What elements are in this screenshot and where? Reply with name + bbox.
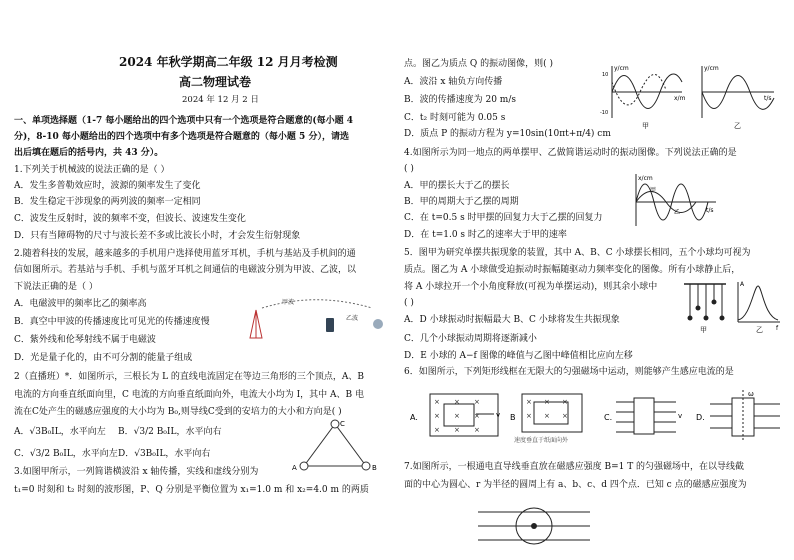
q2b-option-a: A．√3B₀IL，水平向左	[14, 427, 106, 437]
q3-wave-figures	[600, 62, 780, 132]
q2b-line-1: 2（直播班）*．如图所示，三根长为 L 的直线电流固定在等边三角形的三个顶点，A、B	[14, 372, 365, 382]
q5-line-1: 5．图甲为研究单摆共振现象的装置，其中 A、B、C 小球摆长相同，五个小球均可视为	[404, 248, 751, 258]
q2b-option-d: D．√3B₀IL，水平向右	[118, 449, 211, 459]
svg-text:×: ×	[544, 398, 550, 406]
section-heading-2: 分)，8-10 每小题给出的四个选项中有多个选项是符合题意的（每小题 5 分），请选	[14, 132, 349, 142]
svg-text:×: ×	[474, 412, 480, 420]
q3-option-a: A．波沿 x 轴负方向传播	[404, 77, 503, 87]
q7-line-2: 面的中心为圆心、r 为半径的圆周上有 a、b、c、d 四个点．已知 c 点的磁感应强度为	[404, 480, 747, 490]
exam-title: 2024 年秋学期高二年级 12 月月考检测	[119, 55, 338, 69]
q5-f-axis: f	[776, 325, 779, 332]
svg-text:×: ×	[454, 398, 460, 406]
q5-a-axis: A	[740, 281, 745, 288]
q2-figure	[242, 290, 394, 346]
q3-ycm-jia: y/cm	[614, 65, 629, 72]
q5-line-2: 质点。图乙为 A 小球做受迫振动时振幅随驱动力频率变化的图像。所有小球静止后，	[404, 265, 741, 275]
q6-v-label-c: v	[678, 412, 683, 420]
q2-option-d: D．光是量子化的，由不可分割的能量子组成	[14, 353, 193, 363]
q7-line-1: 7.如图所示，一根通电直导线垂直放在磁感应强度 B=1 T 的匀强磁场中，在以导线截	[404, 462, 745, 472]
q4-pendulum-graph	[628, 172, 720, 228]
q2-line-1: 2.随着科技的发展，越来越多的手机用户选择使用蓝牙耳机，手机与基站及手机间的通	[14, 249, 356, 259]
q5-option-d: D．E 小球的 A−f 图像的峰值与乙图中峰值相比应向左移	[404, 351, 633, 361]
svg-text:×: ×	[474, 398, 480, 406]
q4-ts-label: t/s	[706, 207, 714, 214]
q4-line-2: ( )	[404, 164, 414, 174]
q6-label-b: B	[510, 413, 516, 422]
q1-option-b: B．发生稳定干涉现象的两列波的频率一定相同	[14, 197, 201, 207]
q3-ten-jia: 10	[602, 72, 609, 78]
q2b-triangle-figure	[290, 418, 380, 474]
exam-subtitle: 高二物理试卷	[179, 75, 252, 89]
svg-text:×: ×	[526, 412, 532, 420]
exam-date: 2024 年 12 月 2 日	[182, 95, 259, 105]
q3-ts-label: t/s	[764, 95, 772, 102]
q4-line-1: 4.如图所示为同一地点的两单摆甲、乙做简谐运动时的振动图像。下列说法正确的是	[404, 148, 737, 158]
svg-text:×: ×	[474, 426, 480, 434]
q3-line-2: t₁=0 时刻和 t₂ 时刻的波形图，P、Q 分别是平衡位置为 x₁=1.0 m 和 x₂=4.0 m 的两质	[14, 485, 369, 495]
q1-option-a: A．发生多普勒效应时，波源的频率发生了变化	[14, 181, 201, 191]
svg-text:×: ×	[434, 398, 440, 406]
q3-option-d: D．质点 P 的振动方程为 y=10sin(10πt+π/4) cm	[404, 129, 611, 139]
svg-text:×: ×	[454, 412, 460, 420]
q3-jia-label: 甲	[642, 122, 649, 130]
q4-option-b: B．甲的周期大于乙摆的周期	[404, 197, 519, 207]
q3-line-1: 3.如图甲所示，一列简谐横波沿 x 轴传播，实线和虚线分别为	[14, 467, 259, 477]
q1-stem: 1.下列关于机械波的说法正确的是（ ）	[14, 165, 170, 175]
q4-option-a: A．甲的摆长大于乙的摆长	[404, 181, 510, 191]
q3-option-b: B．波的传播速度为 20 m/s	[404, 95, 516, 105]
q2-option-b: B．真空中甲波的传播速度比可见光的传播速度慢	[14, 317, 210, 327]
section-heading: 一、单项选择题（1-7 每小题给出的四个选项中只有一个选项是符合题意的(每小题 4	[14, 116, 354, 126]
q5-line-4: ( )	[404, 298, 414, 308]
q6-omega-label: ω	[748, 390, 754, 398]
q3-nten-jia: -10	[600, 110, 609, 116]
q6-label-a: A.	[410, 413, 418, 422]
q2-option-c: C．紫外线和伦琴射线不属于电磁波	[14, 335, 156, 345]
q5-resonance-figure	[680, 276, 784, 334]
q6-label-c: C.	[604, 413, 613, 422]
q7-figure	[474, 496, 594, 556]
q2b-line-3: 流在C处产生的磁感应强度的大小均为 B₀,则导线C受到的安培力的大小和方向是( )	[14, 407, 342, 417]
q2b-label-c: C	[340, 420, 345, 428]
q2b-option-b: B．√3/2 B₀IL，水平向右	[118, 427, 222, 437]
svg-text:×: ×	[434, 426, 440, 434]
q2-line-3: 下说法正确的是（ ）	[14, 282, 98, 292]
q1-option-d: D．只有当障碍物的尺寸与波长差不多或比波长小时，才会发生衍射现象	[14, 231, 301, 241]
q6-label-d: D.	[696, 413, 705, 422]
q6-v-label-a: v	[496, 411, 501, 419]
q2b-line-2: 电流的方向垂直纸面向里，C 电流的方向垂直纸面向外，电流大小均为 I，其中 A、B 电	[14, 390, 365, 400]
q5-option-c: C．几个小球振动周期将逐渐减小	[404, 334, 537, 344]
q3-yi-label: 乙	[734, 122, 741, 130]
q2b-label-b: B	[372, 464, 377, 472]
q1-option-c: C．波发生反射时，波的频率不变，但波长、波速发生变化	[14, 214, 246, 224]
q4-option-d: D．在 t=1.0 s 时乙的速率大于甲的速率	[404, 230, 567, 240]
q3-line-3: 点。图乙为质点 Q 的振动图像，则( )	[404, 59, 553, 69]
svg-text:×: ×	[526, 398, 532, 406]
q4-jia-label: 甲	[650, 187, 657, 194]
q6-note: 速度垂直于纸面向外	[514, 437, 569, 444]
q2-fig-label-2: 乙波	[346, 315, 359, 322]
svg-text:×: ×	[562, 412, 568, 420]
q5-yi-label: 乙	[756, 326, 763, 334]
svg-text:×: ×	[544, 412, 550, 420]
section-heading-3: 出后填在题后的括号内，共 43 分）。	[14, 148, 164, 158]
q2b-label-a: A	[292, 464, 297, 472]
q4-xcm-label: x/cm	[638, 175, 653, 182]
q2-option-a: A．电磁波甲的频率比乙的频率高	[14, 299, 147, 309]
q2-line-2: 信如图所示。若基站与手机、手机与蓝牙耳机之间通信的电磁波分别为甲波、乙波，以	[14, 265, 357, 275]
q6-options-figure	[410, 388, 784, 444]
svg-text:×: ×	[454, 426, 460, 434]
q3-ycm-yi: y/cm	[704, 65, 719, 72]
q3-option-c: C．t₂ 时刻可能为 0.05 s	[404, 113, 506, 123]
q5-jia-label: 甲	[700, 326, 707, 334]
q4-option-c: C．在 t=0.5 s 时甲摆的回复力大于乙摆的回复力	[404, 213, 603, 223]
q5-line-3: 将 A 小球拉开一个小角度释放(可视为单摆运动)，则其余小球中	[404, 282, 658, 292]
q4-yi-label: 乙	[674, 209, 681, 216]
q5-option-a: A．D 小球振动时振幅最大 B、C 小球将发生共振现象	[404, 315, 620, 325]
svg-text:×: ×	[562, 398, 568, 406]
q2-fig-label-1: 甲波	[282, 299, 295, 306]
q2b-option-c: C．√3/2 B₀IL，水平向左	[14, 449, 118, 459]
q3-xm-label: x/m	[674, 95, 686, 102]
svg-text:×: ×	[434, 412, 440, 420]
q6-stem: 6．如图所示，下列矩形线框在无限大的匀强磁场中运动，则能够产生感应电流的是	[404, 367, 734, 377]
